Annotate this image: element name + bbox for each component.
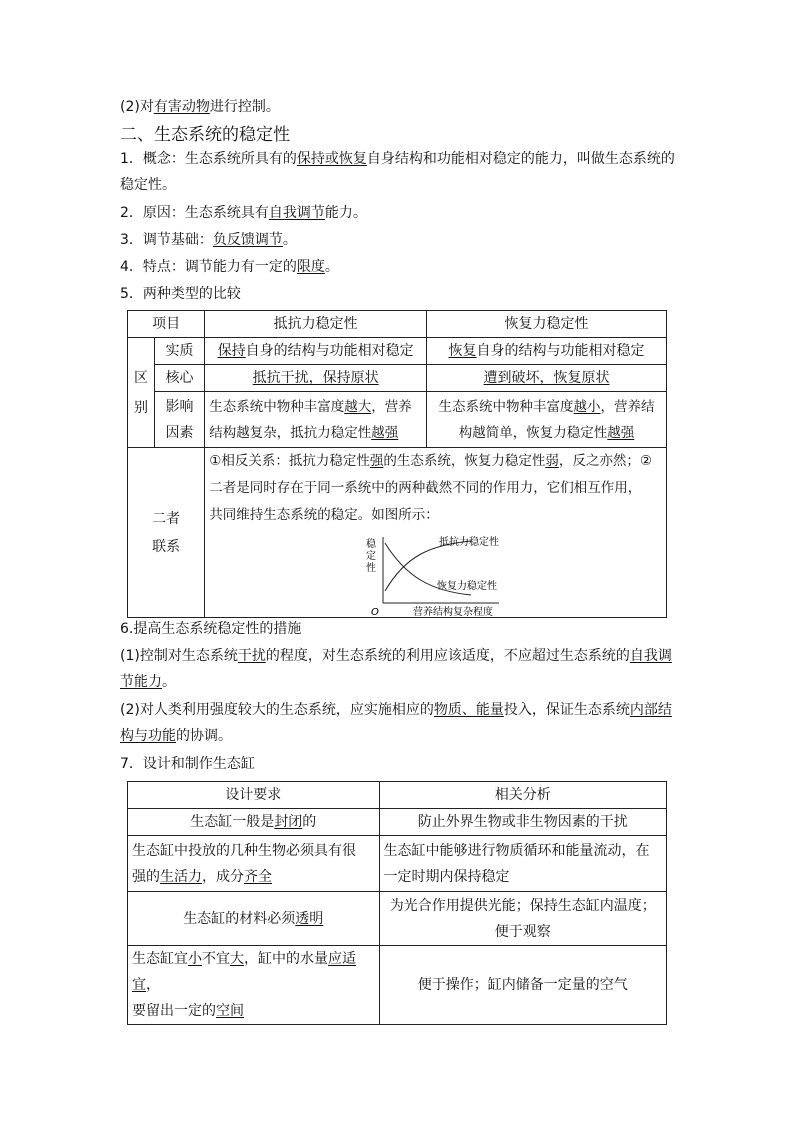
underlined-term: 恢复 — [448, 343, 477, 359]
underlined-term: 透明 — [295, 910, 324, 927]
cell: 便于操作；缸内储备一定量的空气 — [379, 946, 666, 1025]
text: 生态缸的材料必须 — [183, 910, 296, 927]
resistance-curve-label: 抵抗力稳定性 — [439, 537, 500, 548]
underlined-term: 大 — [230, 951, 244, 967]
underlined-term: 空间 — [216, 1003, 244, 1019]
text: 生态系统中物种丰富度 — [438, 398, 574, 415]
text: 投入，保证生态系统 — [503, 702, 630, 718]
underlined-term: 强 — [369, 453, 384, 469]
cell — [427, 338, 667, 365]
table-row — [128, 892, 667, 946]
text: 别 — [133, 399, 148, 416]
cell — [205, 338, 427, 365]
row-label-essence: 实质 — [154, 338, 204, 365]
text: (1)控制对生态系统 — [120, 648, 238, 664]
text: 自身的结构与功能相对稳定 — [245, 343, 414, 359]
header-recovery: 恢复力稳定性 — [427, 311, 667, 338]
underlined-term: 保持或恢复 — [296, 151, 367, 167]
link-content — [205, 448, 667, 618]
ecosphere-design-table — [127, 781, 667, 1025]
recovery-curve-label: 恢复力稳定性 — [437, 581, 498, 592]
underlined-term: 保持 — [217, 343, 246, 359]
text: ①相反关系：抵抗力稳定性 — [209, 453, 370, 469]
link-line: 共同维持生态系统的稳定。如图所示： — [209, 507, 439, 523]
underlined-term: 自我调 — [629, 648, 672, 664]
header-resistance: 抵抗力稳定性 — [205, 311, 427, 338]
underlined-term: 内部结 — [629, 702, 672, 718]
text: 生态缸中能够进行物质循环和能量流动，在 — [383, 842, 650, 859]
row-label-core: 核心 — [154, 365, 204, 392]
y-label-char: 性 — [366, 563, 377, 574]
underlined-term: 限度 — [296, 259, 325, 275]
text: 生态缸中投放的几种生物必须具有很 — [132, 842, 356, 859]
table-row — [128, 365, 667, 392]
underlined-term: 抵抗干扰，保持原状 — [252, 370, 379, 386]
text: ，营养结 — [600, 398, 655, 415]
header-analysis: 相关分析 — [379, 782, 666, 809]
cell — [128, 946, 380, 1025]
line-control-pests — [120, 94, 680, 120]
table-row — [128, 836, 667, 892]
item-6-2 — [120, 697, 680, 723]
item-5-title: 5．两种类型的比较 — [120, 286, 241, 302]
section-title: 二、生态系统的稳定性 — [120, 125, 290, 145]
text: 能力。 — [324, 205, 367, 221]
text: 的协调。 — [176, 728, 232, 744]
text: 二者 — [152, 510, 181, 527]
table-header-row — [128, 782, 667, 809]
stability-graph — [361, 533, 561, 617]
item-6-title: 6.提高生态系统稳定性的措施 — [120, 621, 302, 637]
text: 。 — [324, 259, 339, 275]
underlined-term: 越小 — [573, 398, 601, 415]
text: ，营养 — [371, 398, 412, 415]
underlined-term: 弱 — [545, 453, 559, 469]
cell — [427, 392, 667, 448]
underlined-term: 生活力 — [160, 868, 202, 885]
text: ，成分 — [202, 868, 244, 885]
text: 为光合作用提供光能；保持生态缸内温度； — [389, 897, 656, 914]
text: 区 — [133, 369, 148, 386]
text: 便于观察 — [494, 923, 551, 940]
item-6-1 — [120, 643, 680, 669]
underlined-term: 封闭 — [274, 814, 303, 830]
underlined-term: 越强 — [371, 424, 399, 441]
text: 自身结构和功能相对稳定的能力，叫做生态系统的 — [366, 151, 675, 167]
text: 要留出一定的 — [132, 1003, 216, 1019]
item-1-concept — [120, 146, 680, 172]
cell — [379, 892, 666, 946]
cell — [205, 392, 427, 448]
header-requirement: 设计要求 — [128, 782, 380, 809]
underlined-term: 负反馈调节 — [212, 232, 283, 248]
text: 进行控制。 — [209, 99, 280, 115]
cell — [205, 365, 427, 392]
text: 3．调节基础： — [120, 232, 213, 248]
text: 4．特点：调节能力有一定的 — [120, 259, 297, 275]
text: 生态系统中物种丰富度 — [209, 398, 345, 415]
cell — [128, 836, 380, 892]
link-line: 二者是同时存在于同一系统中的两种截然不同的作用力，它们相互作用， — [209, 480, 642, 496]
text: 的生态系统，恢复力稳定性 — [383, 453, 546, 469]
table-row — [128, 809, 667, 836]
underlined-term: 节能力 — [120, 674, 162, 690]
item-1-continued: 稳定性。 — [120, 177, 176, 193]
item-4-feature — [120, 254, 680, 280]
underlined-term: 小 — [188, 951, 202, 967]
text: ，反之亦然；② — [558, 453, 652, 469]
item-6-2-continued — [120, 723, 680, 749]
text: 构越简单，恢复力稳定性 — [458, 424, 608, 441]
table-header-row — [128, 311, 667, 338]
table-row — [128, 338, 667, 365]
underlined-term: 应适宜 — [132, 951, 356, 993]
cell: 防止外界生物或非生物因素的干扰 — [379, 809, 666, 836]
text: 2．原因：生态系统具有 — [120, 205, 269, 221]
text: 的程度，对生态系统的利用应该适度，不应超过生态系统的 — [265, 648, 630, 664]
text: 。 — [282, 232, 297, 248]
item-7-title: 7．设计和制作生态缸 — [120, 756, 255, 772]
row-label-factors — [154, 392, 204, 448]
underlined-term: 越大 — [344, 398, 372, 415]
text: 因素 — [165, 424, 194, 441]
underlined-term: 自我调节 — [268, 205, 325, 221]
y-label-char: 稳 — [366, 539, 377, 550]
underlined-term: 齐全 — [244, 868, 272, 885]
diff-label — [128, 338, 155, 448]
table-row-link — [128, 448, 667, 618]
item-3-basis — [120, 227, 680, 253]
text: 自身的结构与功能相对稳定 — [476, 343, 645, 359]
item-6-1-continued — [120, 669, 680, 695]
text: 联系 — [152, 538, 181, 555]
text: (2)对 — [120, 99, 154, 115]
text: 强的 — [132, 868, 160, 885]
text: 的 — [302, 814, 317, 830]
underlined-term: 构与功能 — [120, 728, 176, 744]
text: 生态缸一般是 — [190, 814, 275, 830]
text: 生态缸宜 — [132, 951, 188, 967]
underlined-term: 物质、能量 — [433, 702, 504, 718]
link-line — [209, 448, 662, 475]
text: ，缸中的水量 — [244, 951, 328, 967]
cell — [379, 836, 666, 892]
text: 1．概念：生态系统所具有的 — [120, 151, 297, 167]
text: ， — [146, 977, 160, 993]
underlined-term: 遭到破坏，恢复原状 — [483, 370, 610, 386]
x-label: 营养结构复杂程度 — [413, 607, 494, 617]
text: (2)对人类利用强度较大的生态系统，应实施相应的 — [120, 702, 434, 718]
cell — [427, 365, 667, 392]
link-label — [128, 448, 205, 618]
origin-label: O — [371, 607, 380, 617]
text: 结构越复杂，抵抗力稳定性 — [209, 424, 372, 441]
underlined-term: 干扰 — [237, 648, 266, 664]
underlined-term: 越强 — [607, 424, 635, 441]
header-item: 项目 — [128, 311, 205, 338]
stability-comparison-table — [127, 310, 667, 618]
table-row — [128, 946, 667, 1025]
text: 。 — [162, 674, 176, 690]
underlined-term: 有害动物 — [153, 99, 210, 115]
cell — [128, 809, 380, 836]
text: 不宜 — [202, 951, 230, 967]
text: 一定时期内保持稳定 — [383, 868, 510, 885]
table-row — [128, 392, 667, 448]
text: 影响 — [165, 398, 194, 415]
y-label-char: 定 — [366, 551, 377, 562]
item-2-reason — [120, 200, 680, 226]
cell — [128, 892, 380, 946]
